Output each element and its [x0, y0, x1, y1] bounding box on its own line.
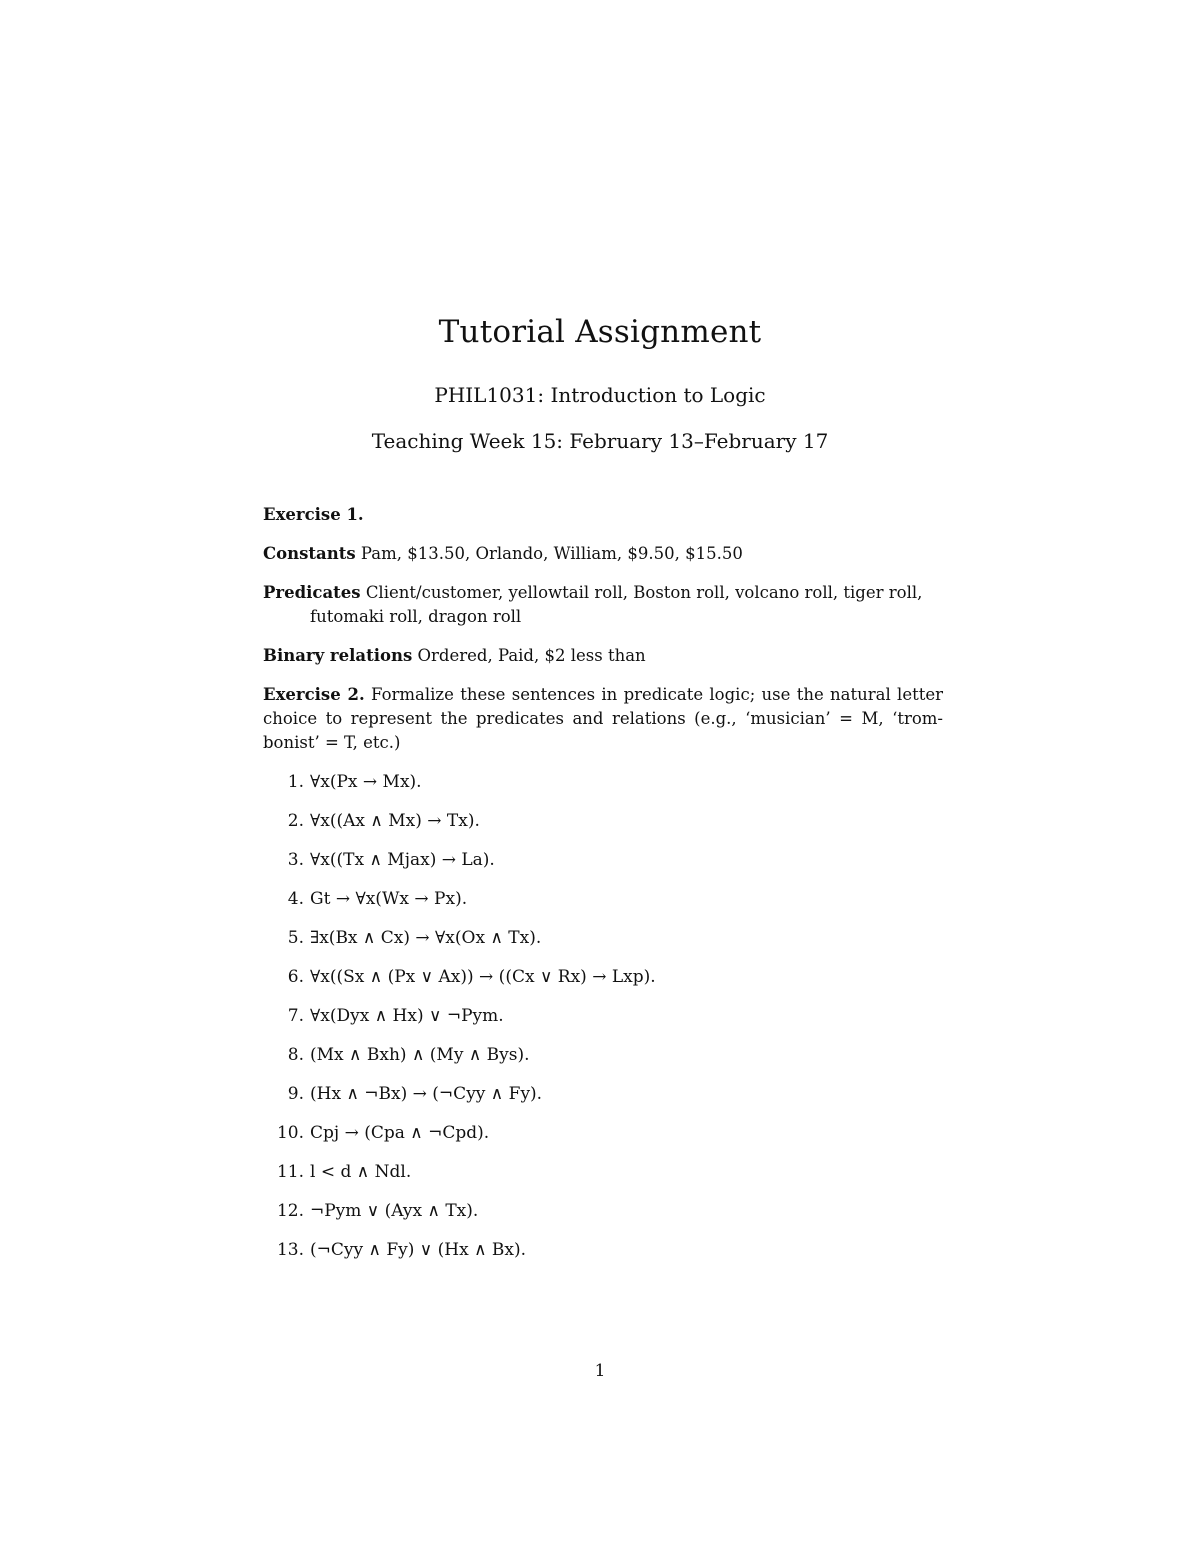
- relations-label: Binary relations: [263, 646, 413, 665]
- item-formula: ∀x(Px → Mx).: [310, 772, 422, 792]
- relations-text: Ordered, Paid, $2 less than: [417, 646, 646, 665]
- item-number: 7.: [287, 1006, 304, 1026]
- list-item: [263, 809, 943, 833]
- predicates-text: Client/customer, yellowtail roll, Boston roll, volcano roll, tiger roll, futomaki roll, dragon roll: [310, 583, 923, 626]
- item-formula: l < d ∧ Ndl.: [310, 1162, 412, 1182]
- constants-entry: [263, 542, 943, 566]
- relations-entry: [263, 644, 943, 668]
- item-formula: Gt → ∀x(Wx → Px).: [310, 889, 468, 909]
- item-formula: ∀x((Ax ∧ Mx) → Tx).: [310, 811, 480, 831]
- list-item: [263, 1160, 943, 1184]
- list-item: [263, 1238, 943, 1262]
- item-formula: Cpj → (Cpa ∧ ¬Cpd).: [310, 1123, 490, 1143]
- item-number: 1.: [287, 772, 304, 792]
- constants-text: Pam, $13.50, Orlando, William, $9.50, $15.50: [360, 544, 743, 563]
- exercise-2-instructions: Formalize these sentences in predicate logic; use the natural letter choice to represent the predicates and relations (e.g., ‘musician’ = M, ‘trom- bonist’ = T, etc.): [263, 685, 943, 752]
- item-formula: ∀x((Tx ∧ Mjax) → La).: [310, 850, 495, 870]
- list-item: [263, 1043, 943, 1067]
- item-number: 10.: [276, 1123, 304, 1143]
- list-item: [263, 1121, 943, 1145]
- exercise-2-paragraph: [263, 683, 943, 755]
- exercise-1-heading-text: Exercise 1.: [263, 505, 364, 524]
- page-title: Tutorial Assignment: [438, 314, 762, 350]
- item-number: 5.: [287, 928, 304, 948]
- item-number: 4.: [287, 889, 304, 909]
- item-number: 2.: [287, 811, 304, 831]
- item-formula: ¬Pym ∨ (Ayx ∧ Tx).: [310, 1201, 479, 1221]
- list-item: [263, 848, 943, 872]
- item-number: 6.: [287, 967, 304, 987]
- item-number: 8.: [287, 1045, 304, 1065]
- item-number: 12.: [276, 1201, 304, 1221]
- item-formula: ∃x(Bx ∧ Cx) → ∀x(Ox ∧ Tx).: [310, 928, 542, 948]
- list-item: [263, 770, 943, 794]
- item-number: 9.: [287, 1084, 304, 1104]
- exercise-1-heading: [263, 503, 943, 527]
- list-item: [263, 926, 943, 950]
- item-number: 11.: [276, 1162, 304, 1182]
- constants-label: Constants: [263, 544, 356, 563]
- week-subtitle: Teaching Week 15: February 13–February 17: [371, 429, 829, 453]
- item-number: 3.: [287, 850, 304, 870]
- list-item: [263, 1082, 943, 1106]
- item-formula: ∀x((Sx ∧ (Px ∨ Ax)) → ((Cx ∨ Rx) → Lxp).: [310, 967, 656, 987]
- exercise-2-heading: Exercise 2.: [263, 685, 365, 704]
- item-number: 13.: [276, 1240, 304, 1260]
- item-formula: ∀x(Dyx ∧ Hx) ∨ ¬Pym.: [310, 1006, 504, 1026]
- item-formula: (Mx ∧ Bxh) ∧ (My ∧ Bys).: [310, 1045, 530, 1065]
- list-item: [263, 1004, 943, 1028]
- item-formula: (Hx ∧ ¬Bx) → (¬Cyy ∧ Fy).: [310, 1084, 543, 1104]
- list-item: [263, 887, 943, 911]
- course-subtitle: PHIL1031: Introduction to Logic: [434, 383, 766, 407]
- page-number: 1: [594, 1361, 606, 1381]
- list-item: [263, 1199, 943, 1223]
- predicates-label: Predicates: [263, 583, 361, 602]
- item-formula: (¬Cyy ∧ Fy) ∨ (Hx ∧ Bx).: [310, 1240, 527, 1260]
- predicates-entry: [263, 581, 990, 629]
- list-item: [263, 965, 943, 989]
